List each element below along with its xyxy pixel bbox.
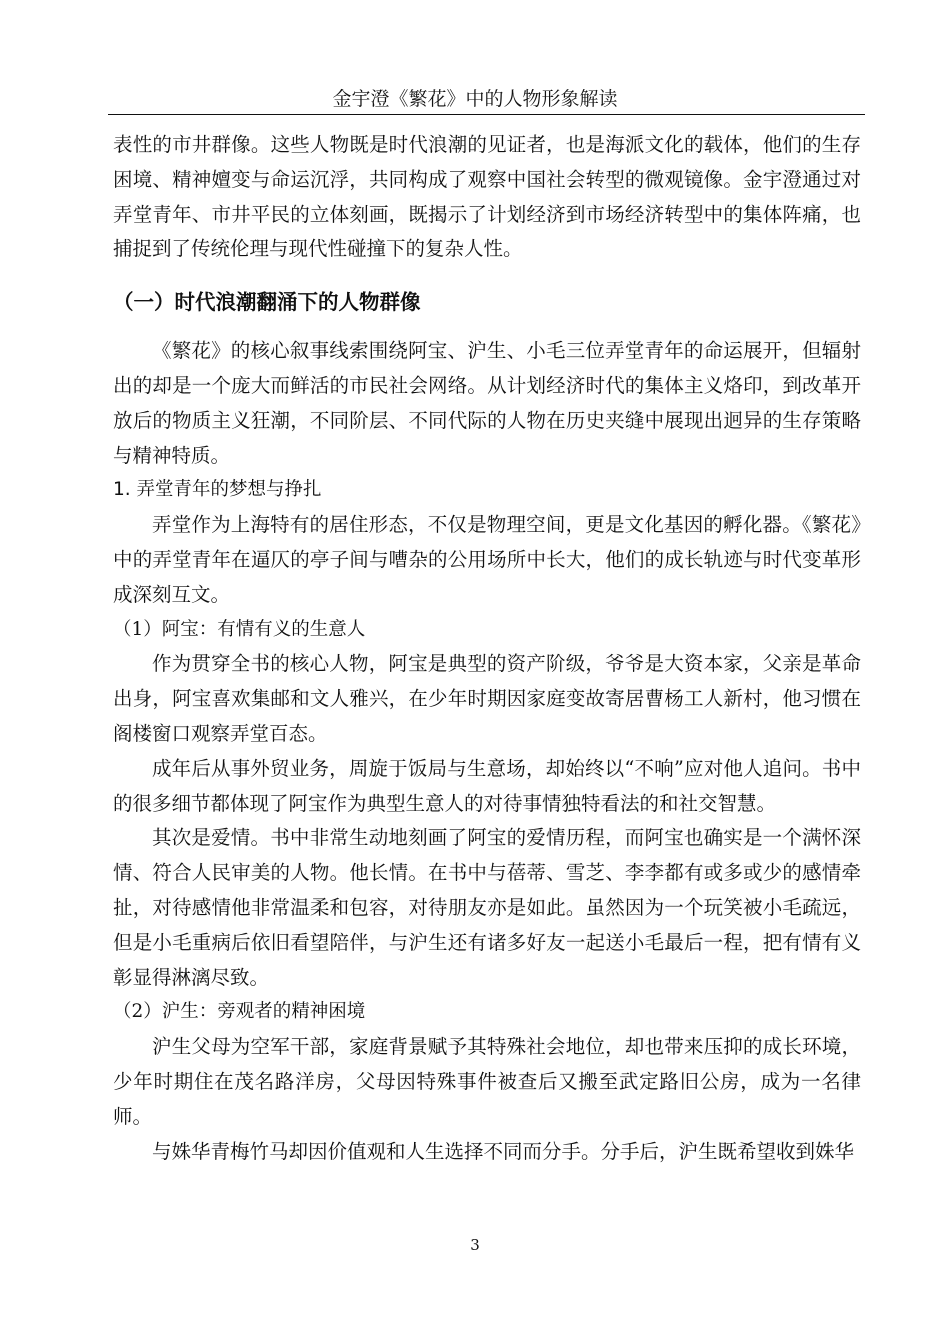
item1-paragraph-2: 成年后从事外贸业务，周旋于饭局与生意场，却始终以“不响”应对他人追问。书中的很多细节都体现了阿宝作为典型生意人的对待事情独特看法的和社交智慧。 <box>113 756 861 815</box>
intro-continuation-paragraph: 表性的市井群像。这些人物既是时代浪潮的见证者，也是海派文化的载体，他们的生存困境、精神嬗变与命运沉浮，共同构成了观察中国社会转型的微观镜像。金宇澄通过对弄堂青年、市井平民的立体刻画，既揭示了计划经济到市场经济转型中的集体阵痛，也捕捉到了传统伦理与现代性碰撞下的复杂人性。 <box>113 133 861 261</box>
subsection-paragraph: 弄堂作为上海特有的居住形态，不仅是物理空间，更是文化基因的孵化器。《繁花》中的弄堂青年在逼仄的亭子间与嘈杂的公用场所中长大，他们的成长轨迹与时代变革形成深刻互文。 <box>113 513 861 606</box>
item2-paragraph-1: 沪生父母为空军干部，家庭背景赋予其特殊社会地位，却也带来压抑的成长环境，少年时期住在茂名路洋房，父母因特殊事件被查后又搬至武定路旧公房，成为一名律师。 <box>113 1035 861 1128</box>
item2-heading: （2）沪生：旁观者的精神困境 <box>113 1001 366 1023</box>
running-header-title: 金宇澄《繁花》中的人物形象解读 <box>332 88 618 110</box>
page-body <box>113 128 861 1169</box>
section-heading: （一）时代浪潮翻涌下的人物群像 <box>113 290 421 315</box>
item1-paragraph-1: 作为贯穿全书的核心人物，阿宝是典型的资产阶级，爷爷是大资本家，父亲是革命出身，阿宝喜欢集邮和文人雅兴，在少年时期因家庭变故寄居曹杨工人新村，他习惯在阁楼窗口观察弄堂百态。 <box>113 652 861 745</box>
subsection-heading: 1. 弄堂青年的梦想与挣扎 <box>113 479 322 501</box>
page-number: 3 <box>470 1236 480 1254</box>
item1-heading: （1）阿宝：有情有义的生意人 <box>113 618 366 640</box>
item2-paragraph-2: 与姝华青梅竹马却因价值观和人生选择不同而分手。分手后，沪生既希望收到姝华 <box>152 1139 855 1163</box>
item1-paragraph-3: 其次是爱情。书中非常生动地刻画了阿宝的爱情历程，而阿宝也确实是一个满怀深情、符合人民审美的人物。他长情。在书中与蓓蒂、雪芝、李李都有或多或少的感情牵扯，对待感情他非常温柔和包容，对待朋友亦是如此。虽然因为一个玩笑被小毛疏远，但是小毛重病后依旧看望陪伴，与沪生还有诸多好友一起送小毛最后一程，把有情有义彰显得淋漓尽致。 <box>113 826 861 989</box>
header-divider <box>108 114 865 115</box>
section-paragraph: 《繁花》的核心叙事线索围绕阿宝、沪生、小毛三位弄堂青年的命运展开，但辐射出的却是一个庞大而鲜活的市民社会网络。从计划经济时代的集体主义烙印，到改革开放后的物质主义狂潮，不同阶层、不同代际的人物在历史夹缝中展现出迥异的生存策略与精神特质。 <box>113 339 861 467</box>
